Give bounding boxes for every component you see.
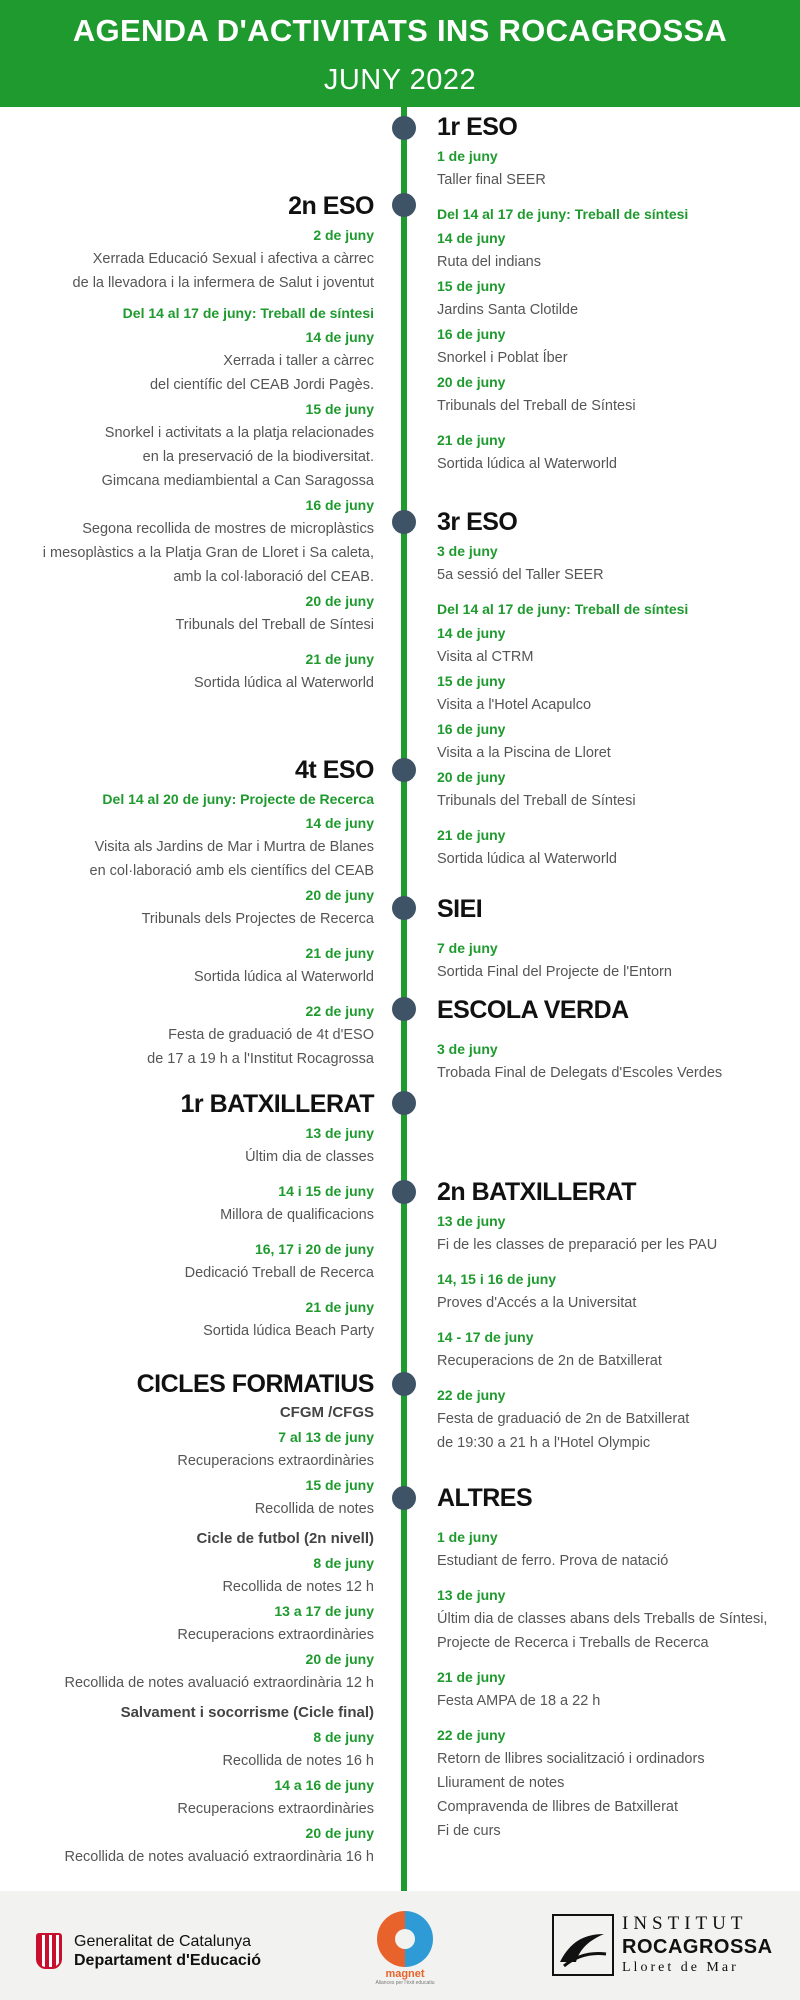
date-label: 15 de juny xyxy=(305,401,374,417)
activity-text: Tribunals del Treball de Síntesi xyxy=(437,793,636,809)
date-label: 20 de juny xyxy=(305,1651,374,1667)
activity-text: amb la col·laboració del CEAB. xyxy=(173,569,374,585)
date-label: Del 14 al 17 de juny: Treball de síntesi xyxy=(437,206,689,222)
magnet-circle-icon xyxy=(377,1911,433,1967)
date-label: Del 14 al 20 de juny: Projecte de Recerca xyxy=(102,791,374,807)
section-2n-eso xyxy=(0,189,374,695)
activity-text: Estudiant de ferro. Prova de natació xyxy=(437,1553,669,1569)
section-escola-verda xyxy=(437,993,797,1085)
date-label: Del 14 al 17 de juny: Treball de síntesi xyxy=(122,305,374,321)
date-label: 14 de juny xyxy=(437,625,506,641)
activity-text: Fi de les classes de preparació per les PAU xyxy=(437,1237,718,1253)
date-label: 15 de juny xyxy=(437,673,506,689)
institut-line1: INSTITUT xyxy=(622,1913,748,1934)
activity-text: Xerrada Educació Sexual i afectiva a càrrec xyxy=(92,251,374,267)
activity-text: Trobada Final de Delegats d'Escoles Verdes xyxy=(437,1065,723,1081)
activity-text: Visita al CTRM xyxy=(437,649,534,665)
section-heading: 2n ESO xyxy=(288,192,374,220)
date-label: 21 de juny xyxy=(437,1669,506,1685)
date-label: 21 de juny xyxy=(305,651,374,667)
date-label: 16 de juny xyxy=(305,497,374,513)
date-label: 16 de juny xyxy=(437,326,506,342)
activity-text: Tribunals del Treball de Síntesi xyxy=(175,617,374,633)
generalitat-line2: Departament d'Educació xyxy=(74,1952,261,1969)
timeline-dot xyxy=(392,193,416,217)
activity-text: Snorkel i activitats a la platja relacionades xyxy=(104,425,374,441)
activity-text: Tribunals dels Projectes de Recerca xyxy=(141,911,374,927)
date-label: 2 de juny xyxy=(313,227,374,243)
activity-text: Sortida lúdica al Waterworld xyxy=(194,675,374,691)
date-label: 13 de juny xyxy=(437,1213,506,1229)
date-label: 13 de juny xyxy=(305,1125,374,1141)
date-label: 21 de juny xyxy=(305,945,374,961)
timeline-dot xyxy=(392,997,416,1021)
date-label: 14 de juny xyxy=(437,230,506,246)
date-label: 8 de juny xyxy=(313,1729,374,1745)
date-label: 14 de juny xyxy=(305,815,374,831)
institut-logo xyxy=(552,1913,773,1977)
timeline-dot xyxy=(392,1372,416,1396)
date-label: 21 de juny xyxy=(305,1299,374,1315)
institut-line2: ROCAGROSSA xyxy=(622,1936,773,1958)
date-label: 14 - 17 de juny xyxy=(437,1329,534,1345)
date-label: 14, 15 i 16 de juny xyxy=(437,1271,557,1287)
date-label: Del 14 al 17 de juny: Treball de síntesi xyxy=(437,601,689,617)
activity-text: Festa de graduació de 4t d'ESO xyxy=(168,1027,374,1043)
section-heading: 1r BATXILLERAT xyxy=(180,1090,374,1118)
activity-text: Recollida de notes 12 h xyxy=(222,1579,374,1595)
date-label: 1 de juny xyxy=(437,1529,498,1545)
activity-text: Retorn de llibres socialització i ordinadors xyxy=(437,1751,705,1767)
date-label: 13 de juny xyxy=(437,1587,506,1603)
section-3r-eso xyxy=(437,505,797,871)
activity-text: Recuperacions extraordinàries xyxy=(177,1453,374,1469)
activity-text: Recuperacions extraordinàries xyxy=(177,1627,374,1643)
date-label: 20 de juny xyxy=(305,887,374,903)
section-4t-eso xyxy=(0,753,374,1071)
activity-text: Visita als Jardins de Mar i Murtra de Blanes xyxy=(94,839,374,855)
activity-text: Recollida de notes avaluació extraordinària 16 h xyxy=(64,1849,374,1865)
page-subtitle: JUNY 2022 xyxy=(323,64,477,96)
date-label: 7 de juny xyxy=(437,940,498,956)
timeline-dot xyxy=(392,758,416,782)
footer xyxy=(0,1891,800,2000)
activity-text: Ruta del indians xyxy=(437,254,541,270)
activity-text: Jardins Santa Clotilde xyxy=(437,302,579,318)
subheading: Salvament i socorrisme (Cicle final) xyxy=(120,1704,374,1721)
activity-text: Recuperacions extraordinàries xyxy=(177,1801,374,1817)
section-heading: ALTRES xyxy=(437,1484,533,1512)
activity-text: Compravenda de llibres de Batxillerat xyxy=(437,1799,678,1815)
generalitat-shield-icon xyxy=(36,1933,62,1969)
generalitat-logo xyxy=(36,1931,261,1971)
section-heading: SIEI xyxy=(437,895,483,923)
date-label: 8 de juny xyxy=(313,1555,374,1571)
date-label: 13 a 17 de juny xyxy=(274,1603,374,1619)
section-cicles-formatius xyxy=(0,1367,374,1869)
date-label: 21 de juny xyxy=(437,432,506,448)
date-label: 20 de juny xyxy=(305,1825,374,1841)
section-heading: 3r ESO xyxy=(437,508,518,536)
section-heading: CICLES FORMATIUS xyxy=(136,1370,374,1398)
section-heading: ESCOLA VERDA xyxy=(437,996,629,1024)
date-label: 15 de juny xyxy=(305,1477,374,1493)
activity-text: Sortida lúdica Beach Party xyxy=(203,1323,374,1339)
date-label: 20 de juny xyxy=(305,593,374,609)
subheading: CFGM /CFGS xyxy=(279,1404,374,1421)
date-label: 16, 17 i 20 de juny xyxy=(254,1241,374,1257)
date-label: 20 de juny xyxy=(437,374,506,390)
magnet-tagline: Aliances per l'èxit educatiu xyxy=(375,1980,435,1986)
date-label: 14 a 16 de juny xyxy=(274,1777,374,1793)
activity-text: Recollida de notes avaluació extraordinària 12 h xyxy=(64,1675,374,1691)
activity-text: Sortida lúdica al Waterworld xyxy=(194,969,374,985)
timeline-dot xyxy=(392,1486,416,1510)
date-label: 16 de juny xyxy=(437,721,506,737)
date-label: 3 de juny xyxy=(437,543,498,559)
section-2n-batxillerat xyxy=(437,1175,797,1455)
activity-text: Snorkel i Poblat Íber xyxy=(437,350,568,366)
timeline-dot xyxy=(392,510,416,534)
activity-text: Fi de curs xyxy=(437,1823,501,1839)
date-label: 14 de juny xyxy=(305,329,374,345)
section-heading: 4t ESO xyxy=(295,756,374,784)
activity-text: i mesoplàstics a la Platja Gran de Lloret i Sa caleta, xyxy=(42,545,374,561)
activity-text: de la llevadora i la infermera de Salut i joventut xyxy=(72,275,374,291)
activity-text: Sortida lúdica al Waterworld xyxy=(437,851,617,867)
date-label: 21 de juny xyxy=(437,827,506,843)
activity-text: de 19:30 a 21 h a l'Hotel Olympic xyxy=(437,1435,651,1451)
activity-text: Projecte de Recerca i Treballs de Recerca xyxy=(437,1635,709,1651)
activity-text: Dedicació Treball de Recerca xyxy=(184,1265,374,1281)
timeline-dot xyxy=(392,1180,416,1204)
activity-text: Recuperacions de 2n de Batxillerat xyxy=(437,1353,662,1369)
timeline-dot xyxy=(392,116,416,140)
date-label: 14 i 15 de juny xyxy=(278,1183,374,1199)
activity-text: Visita a la Piscina de Lloret xyxy=(437,745,611,761)
activity-text: Proves d'Accés a la Universitat xyxy=(437,1295,637,1311)
activity-text: Recollida de notes 16 h xyxy=(222,1753,374,1769)
section-siei xyxy=(437,892,797,984)
activity-text: 5a sessió del Taller SEER xyxy=(437,567,604,583)
activity-text: en la preservació de la biodiversitat. xyxy=(142,449,374,465)
date-label: 15 de juny xyxy=(437,278,506,294)
date-label: 22 de juny xyxy=(437,1727,506,1743)
date-label: 20 de juny xyxy=(437,769,506,785)
activity-text: Festa de graduació de 2n de Batxillerat xyxy=(437,1411,690,1427)
institut-line3: Lloret de Mar xyxy=(622,1960,739,1975)
header-banner xyxy=(0,0,800,107)
timeline-dot xyxy=(392,1091,416,1115)
page-title: AGENDA D'ACTIVITATS INS ROCAGROSSA xyxy=(72,13,728,48)
date-label: 22 de juny xyxy=(305,1003,374,1019)
activity-text: del científic del CEAB Jordi Pagès. xyxy=(149,377,374,393)
date-label: 22 de juny xyxy=(437,1387,506,1403)
section-heading: 1r ESO xyxy=(437,113,518,141)
activity-text: Gimcana mediambiental a Can Saragossa xyxy=(101,473,374,489)
timeline-dot xyxy=(392,896,416,920)
wave-logo-icon xyxy=(552,1914,614,1976)
activity-text: Sortida lúdica al Waterworld xyxy=(437,456,617,472)
generalitat-line1: Generalitat de Catalunya xyxy=(74,1933,251,1950)
date-label: 3 de juny xyxy=(437,1041,498,1057)
activity-text: Festa AMPA de 18 a 22 h xyxy=(437,1693,601,1709)
activity-text: Últim dia de classes abans dels Treballs de Síntesi, xyxy=(437,1611,768,1627)
section-1r-eso xyxy=(437,110,797,476)
section-1r-batxillerat xyxy=(0,1087,374,1343)
subheading: Cicle de futbol (2n nivell) xyxy=(196,1530,374,1547)
activity-text: Tribunals del Treball de Síntesi xyxy=(437,398,636,414)
activity-text: de 17 a 19 h a l'Institut Rocagrossa xyxy=(147,1051,374,1067)
date-label: 7 al 13 de juny xyxy=(278,1429,374,1445)
section-heading: 2n BATXILLERAT xyxy=(437,1178,637,1206)
activity-text: Últim dia de classes xyxy=(245,1149,374,1165)
activity-text: Taller final SEER xyxy=(437,172,546,188)
activity-text: Recollida de notes xyxy=(254,1501,374,1517)
activity-text: Lliurament de notes xyxy=(437,1775,565,1791)
activity-text: Sortida Final del Projecte de l'Entorn xyxy=(437,964,672,980)
section-altres xyxy=(437,1481,797,1843)
magnet-name: magnet xyxy=(385,1968,425,1980)
activity-text: Visita a l'Hotel Acapulco xyxy=(437,697,592,713)
activity-text: en col·laboració amb els científics del CEAB xyxy=(89,863,374,879)
activity-text: Segona recollida de mostres de microplàstics xyxy=(82,521,374,537)
date-label: 1 de juny xyxy=(437,148,498,164)
activity-text: Xerrada i taller a càrrec xyxy=(223,353,374,369)
activity-text: Millora de qualificacions xyxy=(220,1207,374,1223)
magnet-logo xyxy=(372,1911,438,1986)
